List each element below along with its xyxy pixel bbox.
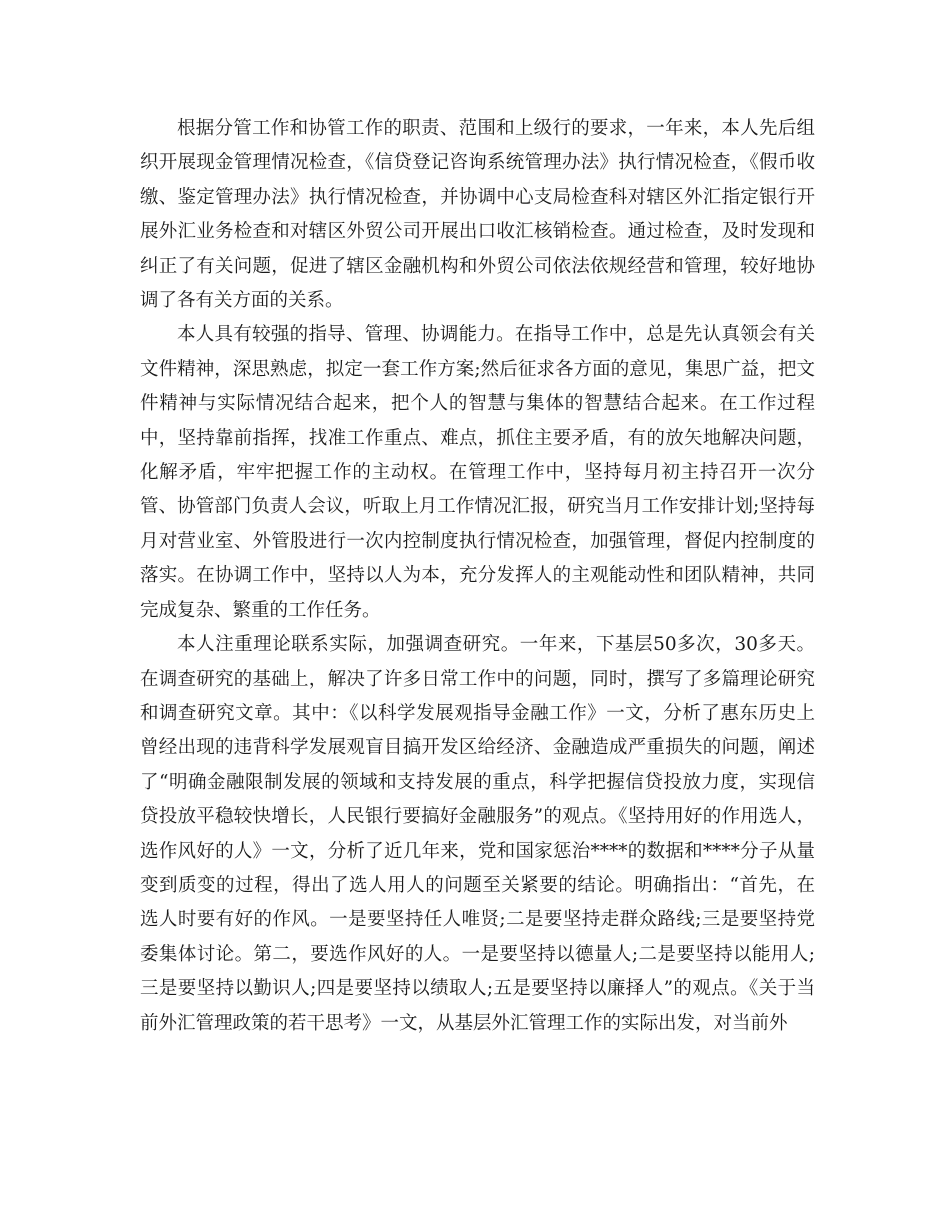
document-body — [140, 112, 815, 1041]
paragraph-inspection-work: 根据分管工作和协管工作的职责、范围和上级行的要求，一年来，本人先后组织开展现金管理情况检查，《信贷登记咨询系统管理办法》执行情况检查，《假币收缴、鉴定管理办法》执行情况检查，并协调中心支局检查科对辖区外汇指定银行开展外汇业务检查和对辖区外贸公司开展出口收汇核销检查。通过检查，及时发现和纠正了有关问题，促进了辖区金融机构和外贸公司依法依规经营和管理，较好地协调了各有关方面的关系。 — [140, 118, 815, 312]
paragraph-research-articles: 本人注重理论联系实际，加强调查研究。一年来，下基层50多次，30多天。在调查研究的基础上，解决了许多日常工作中的问题，同时，撰写了多篇理论研究和调查研究文章。其中：《以科学发展观指导金融工作》一文，分析了惠东历史上曾经出现的违背科学发展观盲目搞开发区给经济、金融造成严重损失的问题，阐述了“明确金融限制发展的领域和支持发展的重点，科学把握信贷投放力度，实现信贷投放平稳较快增长，人民银行要搞好金融服务”的观点。《坚持用好的作用选人，选作风好的人》一文，分析了近几年来，党和国家惩治****的数据和****分子从量变到质变的过程，得出了选人用人的问题至关紧要的结论。明确指出：“首先，在选人时要有好的作风。一是要坚持任人唯贤;二是要坚持走群众路线;三是要坚持党委集体讨论。第二，要选作风好的人。一是要坚持以德量人;二是要坚持以能用人;三是要坚持以勤识人;四是要坚持以绩取人;五是要坚持以廉择人”的观点。《关于当前外汇管理政策的若干思考》一文，从基层外汇管理工作的实际出发，对当前外 — [140, 634, 815, 1034]
paragraph-management-ability: 本人具有较强的指导、管理、协调能力。在指导工作中，总是先认真领会有关文件精神，深思熟虑，拟定一套工作方案;然后征求各方面的意见，集思广益，把文件精神与实际情况结合起来，把个人的智慧与集体的智慧结合起来。在工作过程中，坚持靠前指挥，找准工作重点、难点，抓住主要矛盾，有的放矢地解决问题，化解矛盾，牢牢把握工作的主动权。在管理工作中，坚持每月初主持召开一次分管、协管部门负责人会议，听取上月工作情况汇报，研究当月工作安排计划;坚持每月对营业室、外管股进行一次内控制度执行情况检查，加强管理，督促内控制度的落实。在协调工作中，坚持以人为本，充分发挥人的主观能动性和团队精神，共同完成复杂、繁重的工作任务。 — [140, 324, 815, 621]
